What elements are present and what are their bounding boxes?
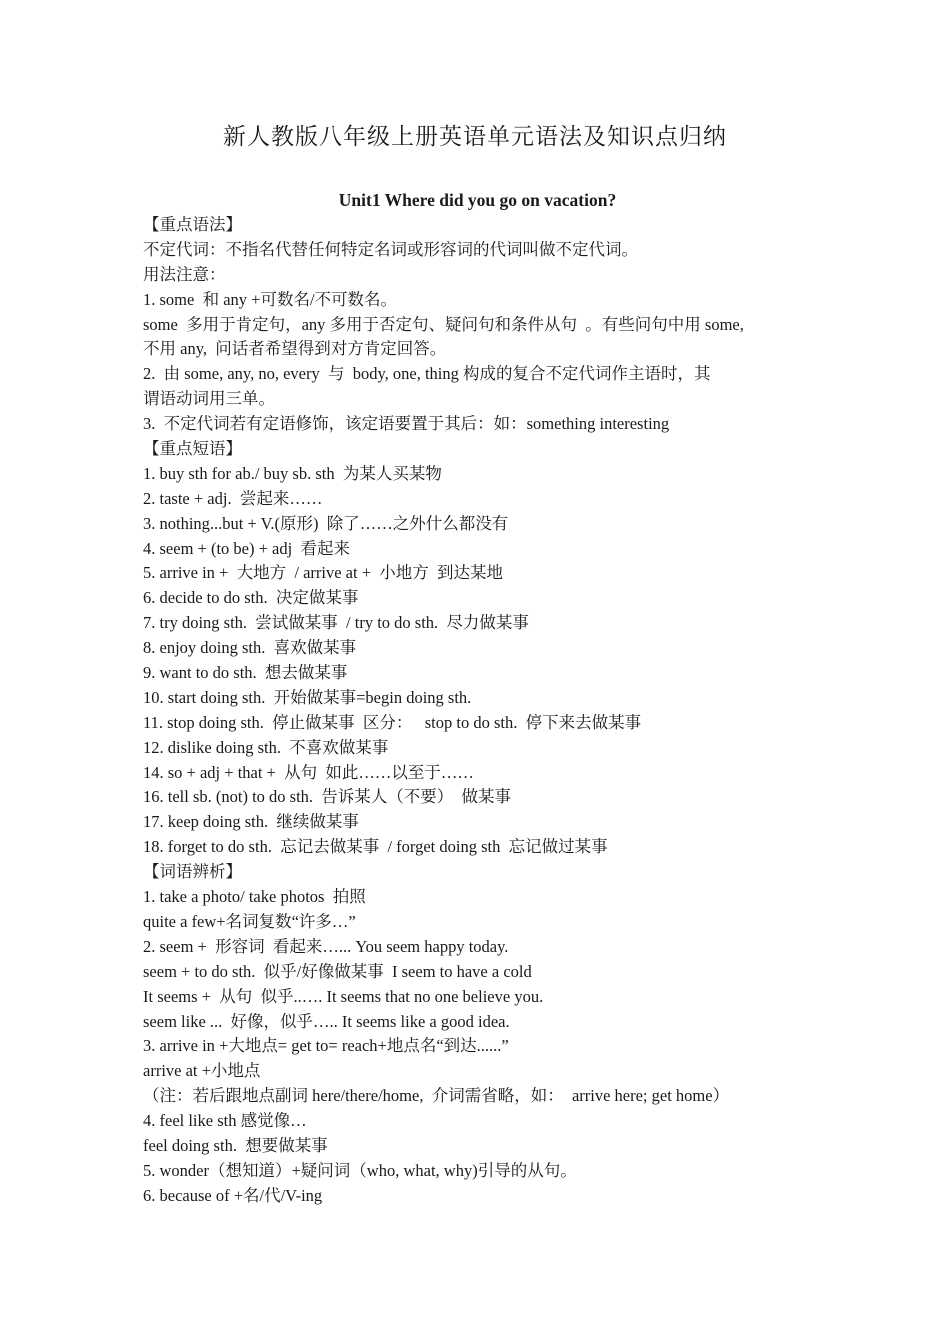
analysis-item: 1. take a photo/ take photos 拍照 [143,887,366,907]
text-line: 不定代词：不指名代替任何特定名词或形容词的代词叫做不定代词。 [143,239,638,259]
phrase-item: 6. decide to do sth. 决定做某事 [143,588,359,608]
phrase-item: 1. buy sth for ab./ buy sb. sth 为某人买某物 [143,463,442,483]
analysis-item: feel doing sth. 想要做某事 [143,1135,328,1155]
analysis-item: seem like ... 好像，似乎….. It seems like a good idea. [143,1011,510,1031]
phrase-item: 9. want to do sth. 想去做某事 [143,663,348,683]
analysis-item: 6. because of +名/代/V-ing [143,1185,323,1205]
phrase-item: 8. enjoy doing sth. 喜欢做某事 [143,638,357,658]
text-line: some 多用于肯定句，any 多用于否定句、疑问句和条件从句 。有些问句中用 some, [143,314,744,334]
section-heading-phrases: 【重点短语】 [143,439,242,459]
phrase-item: 14. so + adj + that + 从句 如此……以至于…… [143,762,474,782]
phrase-item: 10. start doing sth. 开始做某事=begin doing sth. [143,687,472,707]
analysis-item: It seems + 从句 似乎..…. It seems that no one believe you. [143,986,544,1006]
phrase-item: 12. dislike doing sth. 不喜欢做某事 [143,737,389,757]
document-title: 新人教版八年级上册英语单元语法及知识点归纳 [223,124,727,150]
text-line: 3. 不定代词若有定语修饰，该定语要置于其后：如：something interesting [143,414,670,434]
text-line: 用法注意： [143,264,226,284]
unit-title: Unit1 Where did you go on vacation? [338,190,617,210]
analysis-item: quite a few+名词复数“许多…” [143,911,356,931]
phrase-item: 7. try doing sth. 尝试做某事 / try to do sth. 尽力做某事 [143,613,529,633]
phrase-item: 5. arrive in + 大地方 / arrive at + 小地方 到达某地 [143,563,504,583]
phrase-item: 3. nothing...but + V.(原形) 除了……之外什么都没有 [143,513,509,533]
analysis-item: seem + to do sth. 似乎/好像做某事 I seem to have a cold [143,961,532,981]
analysis-item: 3. arrive in +大地点= get to= reach+地点名“到达......” [143,1036,509,1056]
analysis-note: （注：若后跟地点副词 here/there/home, 介词需省略，如： arrive here; get home） [143,1086,730,1106]
section-heading-grammar: 【重点语法】 [143,215,242,234]
text-line: 1. some 和 any +可数名/不可数名。 [143,289,398,309]
analysis-item: 4. feel like sth 感觉像… [143,1111,307,1131]
phrase-item: 17. keep doing sth. 继续做某事 [143,812,359,832]
phrase-item: 18. forget to do sth. 忘记去做某事 / forget doing sth 忘记做过某事 [143,837,608,857]
document-body [143,213,823,1209]
analysis-item: 5. wonder（想知道）+疑问词（who, what, why)引导的从句。 [143,1160,577,1180]
text-line: 谓语动词用三单。 [143,389,275,409]
phrase-item: 4. seem + (to be) + adj 看起来 [143,538,350,558]
analysis-item: 2. seem + 形容词 看起来…... You seem happy today. [143,936,509,956]
text-line: 2. 由 some, any, no, every 与 body, one, thing 构成的复合不定代词作主语时，其 [143,364,711,384]
phrase-item: 2. taste + adj. 尝起来…… [143,488,323,508]
text-line: 不用 any, 问话者希望得到对方肯定回答。 [143,339,447,359]
analysis-item: arrive at +小地点 [143,1061,261,1081]
section-heading-word-analysis: 【词语辨析】 [143,862,242,882]
phrase-item: 16. tell sb. (not) to do sth. 告诉某人（不要） 做某事 [143,787,512,807]
phrase-item: 11. stop doing sth. 停止做某事 区分： stop to do sth. 停下来去做某事 [143,712,642,732]
